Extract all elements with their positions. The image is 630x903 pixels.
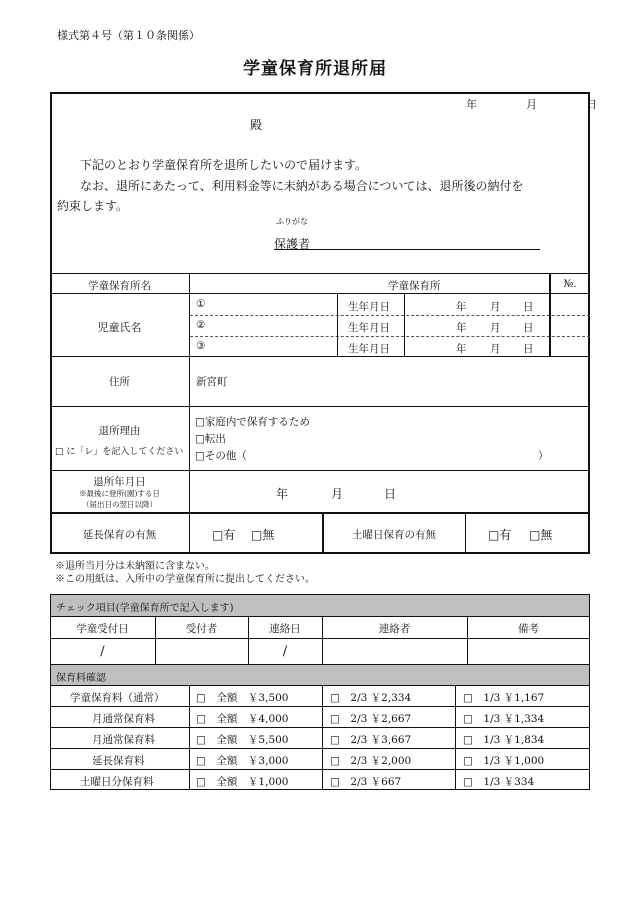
saturday-label-rule — [465, 512, 466, 554]
note-line-2: ※この用紙は、入所中の学童保育所に提出してください。 — [55, 574, 315, 585]
declaration-line-3: 約束します。 — [57, 199, 129, 213]
date-year-label: 年 — [466, 98, 477, 111]
reason-hint: □ に「レ」を記入してください — [55, 447, 184, 457]
contact-date-slash[interactable]: / — [282, 644, 288, 659]
fee-col-rule-1 — [189, 685, 190, 790]
form-number: 様式第４号（第１０条関係） — [57, 29, 200, 42]
guardian-label: 保護者 — [274, 237, 311, 251]
fee-col-rule-2 — [322, 685, 323, 790]
child-3-number: ③ — [196, 340, 206, 352]
col-receiver: 受付者 — [185, 623, 218, 635]
fee-row-3-two-thirds[interactable]: □ 2/3 ￥3,667 — [330, 734, 412, 746]
note-line-1: ※退所当月分は未納額に含まない。 — [55, 561, 215, 572]
child-2-day: 日 — [523, 322, 534, 334]
fee-row-3-name: 月通常保育料 — [92, 734, 155, 746]
leave-date-label: 退所年月日 — [93, 476, 146, 488]
fee-row-1-two-thirds[interactable]: □ 2/3 ￥2,334 — [330, 692, 412, 704]
reason-label: 退所理由 — [98, 425, 141, 437]
no-label: №. — [563, 278, 577, 290]
guardian-furigana: ふりがな — [276, 217, 308, 226]
extended-care-no[interactable]: □無 — [251, 528, 275, 542]
col-school-received-date: 学童受付日 — [76, 623, 129, 635]
fee-row-3-one-third[interactable]: □ 1/3 ￥1,834 — [463, 734, 545, 746]
saturday-care-label: 土曜日保育の有無 — [352, 529, 436, 541]
fee-header-rule — [50, 685, 590, 686]
received-date-slash[interactable]: / — [100, 644, 105, 659]
birth-label-right-rule — [404, 293, 405, 356]
rule-facility-bottom — [50, 293, 590, 294]
extended-care-label: 延長保育の有無 — [82, 529, 157, 541]
facility-label: 学童保育所名 — [88, 280, 151, 292]
fee-row-4-one-third[interactable]: □ 1/3 ￥1,000 — [463, 755, 545, 767]
leave-date-year: 年 — [276, 487, 289, 501]
fee-row-2-name: 月通常保育料 — [92, 713, 155, 725]
facility-suffix: 学童保育所 — [388, 280, 441, 292]
child-2-number: ② — [196, 319, 206, 331]
leave-date-month: 月 — [331, 487, 344, 501]
reason-option-moving-out[interactable]: □転出 — [195, 433, 226, 445]
child-2-month: 月 — [490, 322, 501, 334]
date-month-label: 月 — [526, 98, 537, 111]
reason-other-close: ） — [538, 450, 549, 462]
check-header-rule — [50, 616, 590, 617]
child-3-day: 日 — [523, 343, 534, 355]
fee-rule-4 — [50, 769, 590, 770]
fee-col-rule-3 — [455, 685, 456, 790]
child-name-label: 児童氏名 — [97, 321, 142, 334]
child-1-day: 日 — [523, 301, 534, 313]
date-day-label: 日 — [586, 98, 597, 111]
extended-label-rule — [189, 512, 190, 554]
label-column-rule — [189, 273, 190, 512]
child-1-year: 年 — [456, 301, 467, 313]
declaration-line-2: なお、退所にあたって、利用料金等に未納がある場合については、退所後の納付を — [80, 179, 524, 193]
fee-rule-3 — [50, 748, 590, 749]
fee-header-bg — [51, 665, 589, 685]
leave-date-note-2: （届出日の翌日以降） — [82, 500, 157, 509]
extended-care-yes[interactable]: □有 — [212, 528, 236, 542]
child-3-month: 月 — [490, 343, 501, 355]
rule-leave-date-bottom — [50, 512, 590, 514]
fee-row-2-full[interactable]: □ 全額 ￥4,000 — [196, 713, 289, 725]
saturday-care-no[interactable]: □無 — [529, 528, 553, 542]
fee-row-4-two-thirds[interactable]: □ 2/3 ￥2,000 — [330, 755, 412, 767]
fee-row-3-full[interactable]: □ 全額 ￥5,500 — [196, 734, 289, 746]
fee-row-2-one-third[interactable]: □ 1/3 ￥1,334 — [463, 713, 545, 725]
fee-row-1-full[interactable]: □ 全額 ￥3,500 — [196, 692, 289, 704]
leave-date-note-1: ※最後に登所(園)する日 — [79, 489, 160, 498]
guardian-signature-line[interactable] — [274, 249, 540, 250]
child-2-birth-label: 生年月日 — [348, 322, 390, 334]
fee-row-5-two-thirds[interactable]: □ 2/3 ￥667 — [330, 776, 402, 788]
fee-row-5-full[interactable]: □ 全額 ￥1,000 — [196, 776, 289, 788]
addressee-suffix: 殿 — [250, 118, 263, 132]
leave-date-day: 日 — [384, 487, 397, 501]
fee-row-2-two-thirds[interactable]: □ 2/3 ￥2,667 — [330, 713, 412, 725]
child-1-month: 月 — [490, 301, 501, 313]
form-title: 学童保育所退所届 — [243, 59, 387, 79]
rule-address-bottom — [50, 406, 590, 407]
submission-date — [466, 96, 597, 112]
fee-row-4-full[interactable]: □ 全額 ￥3,000 — [196, 755, 289, 767]
rule-reason-bottom — [50, 470, 590, 471]
col-contact-date: 連絡日 — [269, 623, 301, 635]
fee-row-5-name: 土曜日分保育料 — [80, 776, 154, 788]
fee-row-4-name: 延長保育料 — [92, 755, 145, 767]
child-divider-2 — [190, 336, 590, 337]
check-columns-rule — [50, 638, 590, 639]
address-label: 住所 — [109, 376, 130, 388]
declaration-line-1: 下記のとおり学童保育所を退所したいので届けます。 — [80, 158, 368, 172]
rule-children-bottom — [50, 356, 590, 357]
child-3-year: 年 — [456, 343, 467, 355]
fee-row-1-one-third[interactable]: □ 1/3 ￥1,167 — [463, 692, 545, 704]
child-1-birth-label: 生年月日 — [348, 301, 390, 313]
check-header-title: チェック項目(学童保育所で記入します) — [56, 603, 234, 614]
table-top-rule — [50, 273, 590, 274]
child-2-year: 年 — [456, 322, 467, 334]
col-contact-person: 連絡者 — [378, 623, 411, 635]
child-3-birth-label: 生年月日 — [348, 343, 390, 355]
birth-label-left-rule — [337, 293, 338, 356]
saturday-care-yes[interactable]: □有 — [488, 528, 512, 542]
reason-option-home-care[interactable]: □家庭内で保育するため — [195, 416, 310, 428]
address-value: 新宮町 — [196, 376, 228, 388]
fee-row-5-one-third[interactable]: □ 1/3 ￥334 — [463, 776, 535, 788]
fee-row-1-name: 学童保育料（通常） — [70, 692, 165, 704]
child-divider-1 — [190, 315, 590, 316]
col-remarks: 備考 — [518, 623, 539, 635]
reason-option-other[interactable]: □その他（ — [195, 450, 247, 462]
fee-rule-1 — [50, 706, 590, 707]
fee-rule-2 — [50, 727, 590, 728]
child-1-number: ① — [196, 298, 206, 310]
fee-header-title: 保育料確認 — [56, 673, 106, 684]
